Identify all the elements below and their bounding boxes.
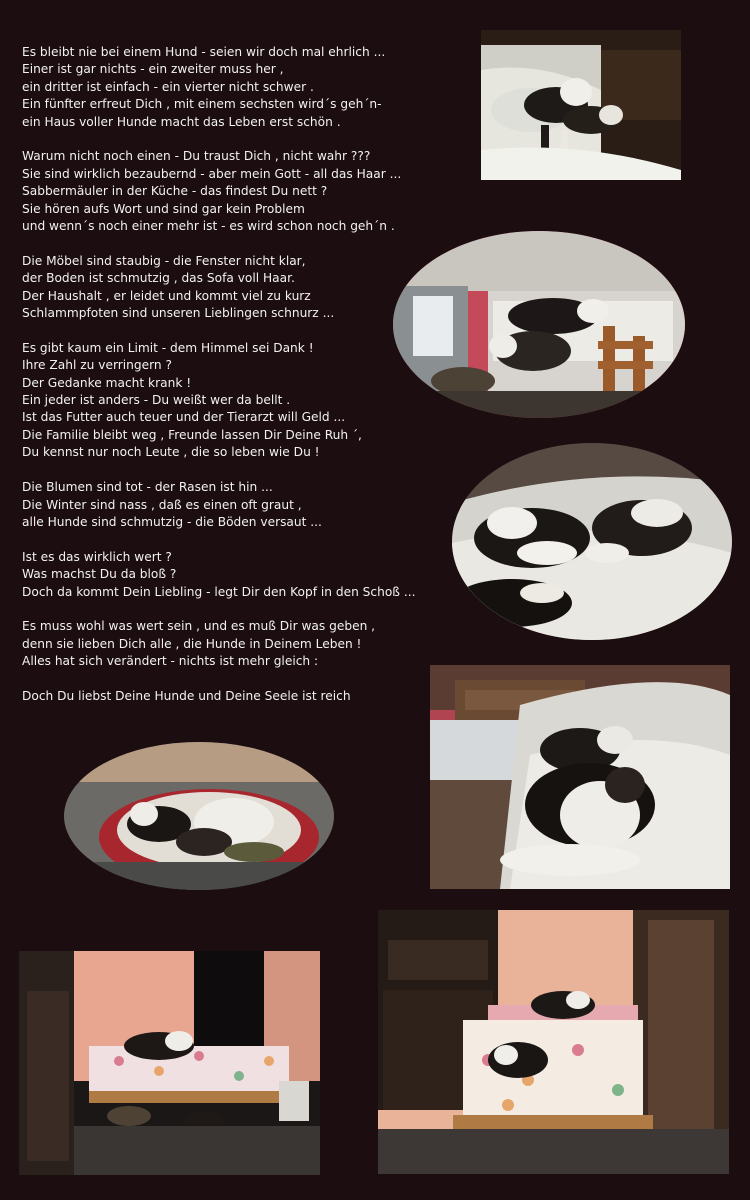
poem-line: Der Haushalt , er leidet und kommt viel zu kurz	[22, 288, 311, 303]
poem-line: Ein jeder ist anders - Du weißt wer da bellt .	[22, 393, 291, 408]
poem-line: ein Haus voller Hunde macht das Leben erst schön .	[22, 114, 341, 129]
poem-stanza-1	[22, 44, 472, 131]
poem-line: Sie sind wirklich bezaubernd - aber mein Gott - all das Haar ...	[22, 166, 402, 181]
poem-line: Die Blumen sind tot - der Rasen ist hin ...	[22, 480, 273, 495]
poem-line: denn sie lieben Dich alle , die Hunde in Deinem Leben !	[22, 636, 362, 651]
poem-line: Ist das Futter auch teuer und der Tierarzt will Geld ...	[22, 410, 346, 425]
photo-dogs-on-bed-in-room	[19, 951, 320, 1175]
poem-line: der Boden ist schmutzig , das Sofa voll Haar.	[22, 271, 295, 286]
poem-line: Einer ist gar nichts - ein zweiter muss her ,	[22, 62, 284, 77]
poem-line: Du kennst nur noch Leute , die so leben wie Du !	[22, 445, 320, 460]
poem-line: Der Gedanke macht krank !	[22, 375, 192, 390]
poem-line: Die Familie bleibt weg , Freunde lassen Dir Deine Ruh ´,	[22, 427, 362, 442]
poem-line: Es gibt kaum ein Limit - dem Himmel sei Dank !	[22, 340, 314, 355]
poem-line: Doch Du liebst Deine Hunde und Deine Seele ist reich	[22, 688, 351, 703]
poem-line: Die Möbel sind staubig - die Fenster nicht klar,	[22, 253, 306, 268]
poem-stanza-5	[22, 479, 472, 531]
photo-dogs-in-basket	[64, 742, 334, 890]
poem-line: und wenn´s noch einer mehr ist - es wird schon noch geh´n .	[22, 219, 395, 234]
photo-dogs-on-sofa-and-chairs	[393, 231, 685, 418]
photo-dogs-on-bed-near-door	[378, 910, 729, 1174]
poem-line: Warum nicht noch einen - Du traust Dich , nicht wahr ???	[22, 149, 371, 164]
poem-line: Alles hat sich verändert - nichts ist mehr gleich :	[22, 654, 319, 669]
poem-line: Es bleibt nie bei einem Hund - seien wir doch mal ehrlich ...	[22, 45, 386, 59]
poem-line: Was machst Du da bloß ?	[22, 567, 177, 582]
poem-line: Die Winter sind nass , daß es einen oft graut ,	[22, 497, 302, 512]
poem-line: ein dritter ist einfach - ein vierter nicht schwer .	[22, 79, 314, 94]
poem	[22, 44, 472, 723]
poem-line: Schlammpfoten sind unseren Lieblingen schnurz ...	[22, 306, 335, 321]
poem-line: Doch da kommt Dein Liebling - legt Dir den Kopf in den Schoß ...	[22, 584, 416, 599]
poem-stanza-2	[22, 148, 472, 235]
poem-line: Ist es das wirklich wert ?	[22, 549, 172, 564]
poem-line: Sabbermäuler in der Küche - das findest Du nett ?	[22, 184, 328, 199]
poem-line: Ihre Zahl zu verringern ?	[22, 358, 172, 373]
poem-stanza-6	[22, 549, 472, 601]
poem-stanza-8	[22, 688, 472, 705]
poem-stanza-7	[22, 618, 472, 670]
poem-line: Sie hören aufs Wort und sind gar kein Problem	[22, 201, 305, 216]
photo-dogs-on-sofa	[481, 30, 681, 180]
poem-line: Ein fünfter erfreut Dich , mit einem sechsten wird´s geh´n-	[22, 97, 382, 112]
photo-dogs-resting-on-sofa	[430, 665, 730, 889]
photo-dogs-sleeping-on-sofa	[452, 443, 732, 640]
poem-line: Es muss wohl was wert sein , und es muß Dir was geben ,	[22, 619, 376, 634]
poem-line: alle Hunde sind schmutzig - die Böden versaut ...	[22, 514, 322, 529]
